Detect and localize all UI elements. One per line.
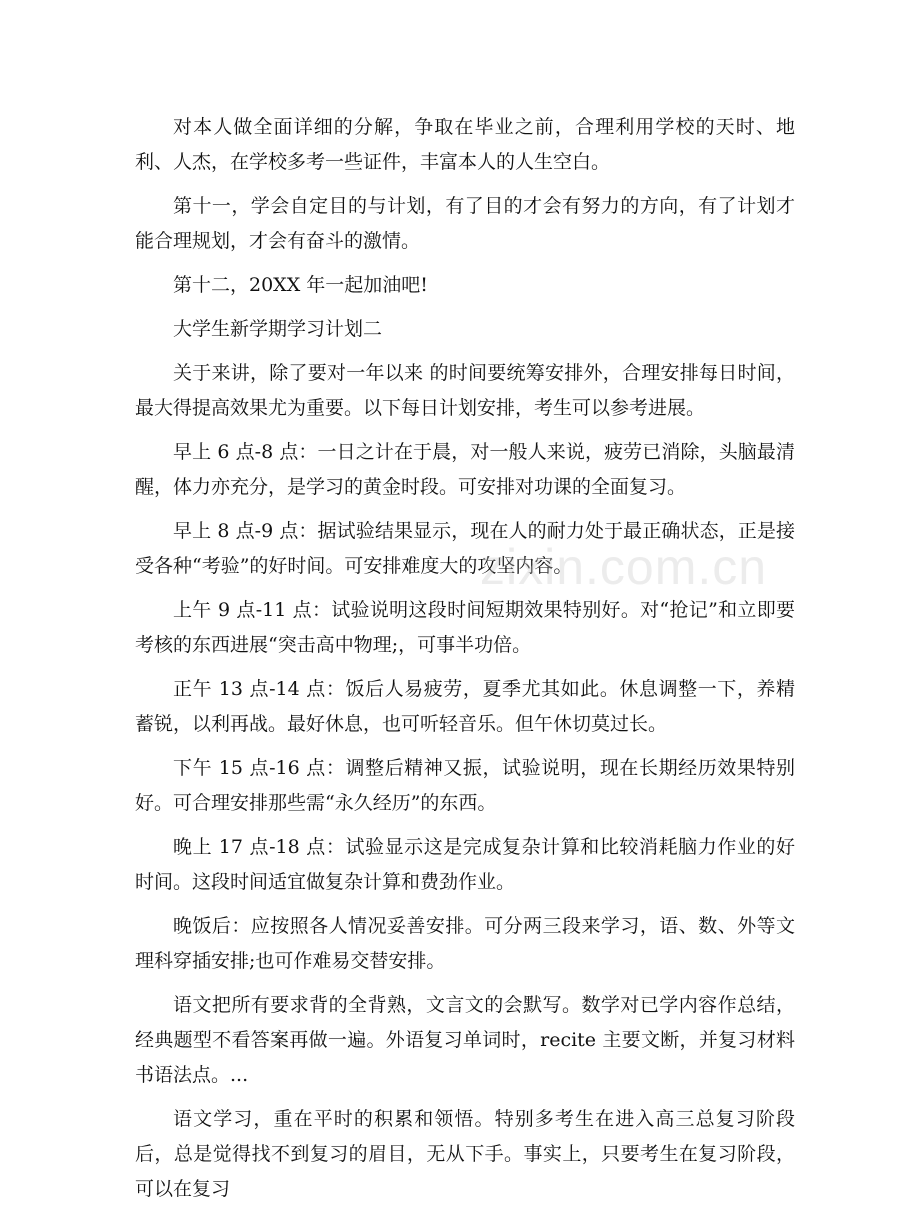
paragraph: 上午 9 点-11 点：试验说明这段时间短期效果特别好。对“抢记”和立即要考核的东西进展“突击高中物理;，可事半功倍。 xyxy=(135,599,795,656)
section-heading: 大学生新学期学习计划二 xyxy=(173,318,383,340)
paragraph: 早上 6 点-8 点：一日之计在于晨，对一般人来说，疲劳已消除，头脑最清醒，体力亦充分，是学习的黄金时段。可安排对功课的全面复习。 xyxy=(135,441,795,498)
paragraph: 晚上 17 点-18 点：试验显示这是完成复杂计算和比较消耗脑力作业的好时间。这段时间适宜做复杂计算和费劲作业。 xyxy=(135,836,795,893)
paragraph: 对本人做全面详细的分解，争取在毕业之前，合理利用学校的天时、地利、人杰，在学校多考一些证件，丰富本人的人生空白。 xyxy=(135,116,795,173)
paragraph: 早上 8 点-9 点：据试验结果显示，现在人的耐力处于最正确状态，正是接受各种“考验”的好时间。可安排难度大的攻坚内容。 xyxy=(135,520,795,577)
paragraph: 语文把所有要求背的全背熟，文言文的会默写。数学对已学内容作总结，经典题型不看答案再做一遍。外语复习单词时，recite 主要文断，并复习材料书语法点。... xyxy=(135,994,795,1086)
paragraph: 下午 15 点-16 点：调整后精神又振，试验说明，现在长期经历效果特别好。可合理安排那些需“永久经历”的东西。 xyxy=(135,757,795,814)
paragraph: 晚饭后：应按照各人情况妥善安排。可分两三段来学习，语、数、外等文理科穿插安排;也可作难易交替安排。 xyxy=(135,915,795,972)
paragraph: 第十一，学会自定目的与计划，有了目的才会有努力的方向，有了计划才能合理规划，才会有奋斗的激情。 xyxy=(135,195,795,252)
watermark: zixin.com.cn xyxy=(480,539,768,595)
paragraph: 第十二，20XX 年一起加油吧! xyxy=(173,274,428,296)
paragraph: 正午 13 点-14 点：饭后人易疲劳，夏季尤其如此。休息调整一下，养精蓄锐，以利再战。最好休息，也可听轻音乐。但午休切莫过长。 xyxy=(135,678,795,735)
paragraph: 语文学习，重在平时的积累和领悟。特别多考生在进入高三总复习阶段后，总是觉得找不到复习的眉目，无从下手。事实上，只要考生在复习阶段，可以在复习 xyxy=(135,1108,795,1200)
document-body xyxy=(135,110,795,1216)
paragraph: 关于来讲，除了要对一年以来 的时间要统筹安排外，合理安排每日时间，最大得提高效果尤为重要。以下每日计划安排，考生可以参考进展。 xyxy=(135,362,795,419)
